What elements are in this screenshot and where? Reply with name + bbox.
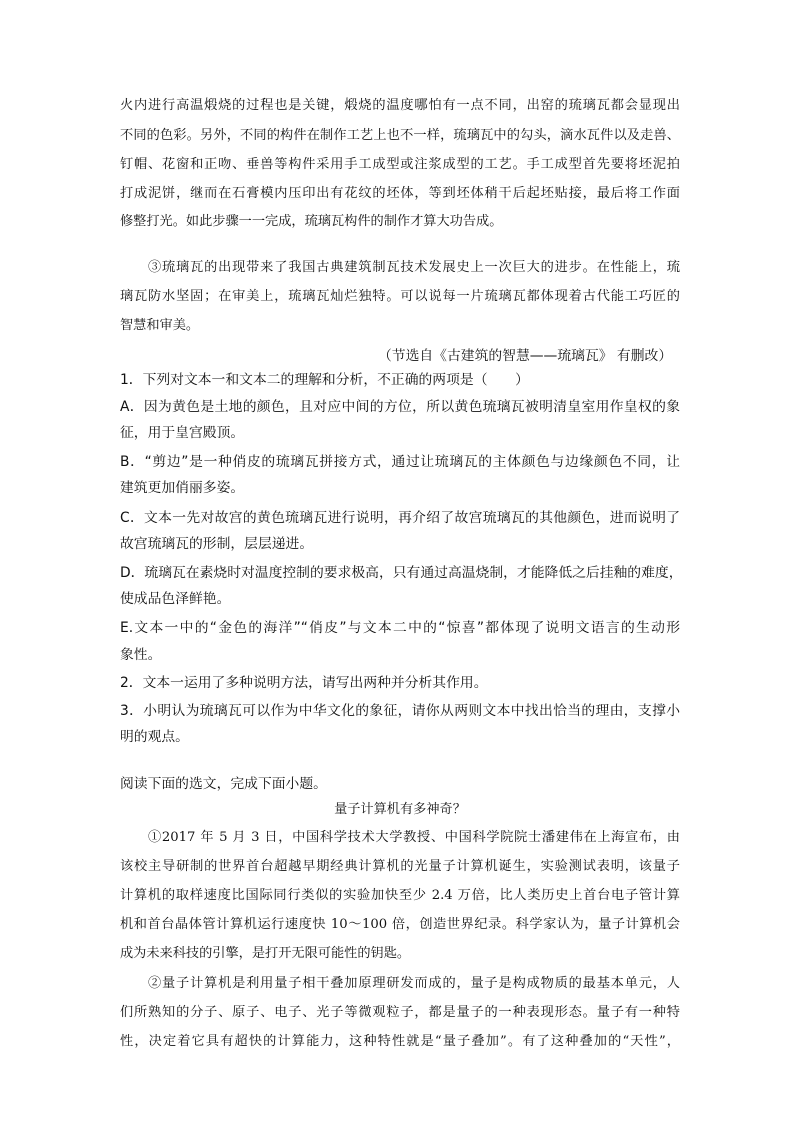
passage-p1-line-5: 成为未来科技的引擎，是打开无限可能性的钥匙。 — [120, 946, 411, 961]
passage-p1-line-1: ①2017 年 5 月 3 日，中国科学技术大学教授、中国科学院院士潘建伟在上海宣布，由 — [148, 830, 680, 845]
passage-p1-line-4: 机和首台晶体管计算机运行速度快 10～100 倍，创造世界纪录。科学家认为，量子计算机会 — [120, 917, 680, 932]
passage-title: 量子计算机有多神奇？ — [334, 802, 466, 817]
option-a-line-1: A．因为黄色是土地的颜色，且对应中间的方位，所以黄色琉璃瓦被明清皇室用作皇权的象 — [120, 399, 680, 415]
option-a-line-2: 征，用于皇宫殿顶。 — [120, 425, 245, 441]
option-d-line-2: 使成品色泽鲜艳。 — [120, 591, 231, 607]
question-2: 2．文本一运用了多种说明方法，请写出两种并分析其作用。 — [120, 675, 488, 691]
question-1: 1．下列对文本一和文本二的理解和分析，不正确的两项是（ ） — [120, 372, 529, 388]
text1-line-2: 不同的色彩。另外，不同的构件在制作工艺上也不一样，琉璃瓦中的勾头，滴水瓦件以及走兽、 — [120, 128, 680, 143]
text1-p3-line-3: 智慧和审美。 — [120, 318, 200, 333]
source-citation: （节选自《古建筑的智慧——琉璃瓦》 有删改） — [378, 348, 673, 364]
option-b-line-1: B．“剪边”是一种俏皮的琉璃瓦拼接方式，通过让琉璃瓦的主体颜色与边缘颜色不同，让 — [120, 454, 680, 470]
text1-line-1: 火内进行高温煅烧的过程也是关键，煅烧的温度哪怕有一点不同，出窑的琉璃瓦都会显现出 — [120, 98, 680, 113]
option-c-line-1: C．文本一先对故宫的黄色琉璃瓦进行说明，再介绍了故宫琉璃瓦的其他颜色，进而说明了 — [120, 510, 680, 526]
question-3-line-1: 3．小明认为琉璃瓦可以作为中华文化的象征，请你从两则文本中找出恰当的理由，支撑小 — [120, 703, 680, 719]
passage-p1-line-3: 计算机的取样速度比国际同行类似的实验加快至少 2.4 万倍，比人类历史上首台电子管计算 — [120, 888, 680, 903]
text1-line-5: 修整打光。如此步骤一一完成，琉璃瓦构件的制作才算大功告成。 — [120, 214, 503, 229]
reading-instruction: 阅读下面的选文，完成下面小题。 — [120, 776, 327, 792]
passage-p1-line-2: 该校主导研制的世界首台超越早期经典计算机的光量子计算机诞生，实验测试表明，该量子 — [120, 859, 680, 874]
option-e-line-1: E.文本一中的“金色的海洋”“俏皮”与文本二中的“惊喜”都体现了说明文语言的生动形 — [120, 620, 680, 636]
option-c-line-2: 故宫琉璃瓦的形制，层层递进。 — [120, 536, 314, 552]
option-e-line-2: 象性。 — [120, 647, 162, 663]
passage-p2-line-3: 性，决定着它具有超快的计算能力，这种特性就是“量子叠加”。有了这种叠加的“天性”， — [120, 1034, 680, 1049]
text1-line-3: 钉帽、花窗和正吻、垂兽等构件采用手工成型或注浆成型的工艺。手工成型首先要将坯泥拍 — [120, 157, 680, 172]
option-b-line-2: 建筑更加俏丽多姿。 — [120, 480, 245, 496]
text1-p3-line-1: ③琉璃瓦的出现带来了我国古典建筑制瓦技术发展史上一次巨大的进步。在性能上，琉 — [148, 260, 680, 275]
option-d-line-1: D．琉璃瓦在素烧时对温度控制的要求极高，只有通过高温烧制，才能降低之后挂釉的难度， — [120, 565, 683, 581]
text1-p3-line-2: 璃瓦防水坚固；在审美上，琉璃瓦灿烂独特。可以说每一片琉璃瓦都体现着古代能工巧匠的 — [120, 289, 680, 304]
passage-p2-line-2: 们所熟知的分子、原子、电子、光子等微观粒子，都是量子的一种表现形态。量子有一种特 — [120, 1005, 680, 1020]
question-3-line-2: 明的观点。 — [120, 729, 189, 745]
passage-p2-line-1: ②量子计算机是利用量子相干叠加原理研发而成的，量子是构成物质的最基本单元，人 — [148, 976, 680, 991]
text1-line-4: 打成泥饼，继而在石膏模内压印出有花纹的坯体，等到坯体稍干后起坯贴接，最后将工作面 — [120, 186, 680, 201]
